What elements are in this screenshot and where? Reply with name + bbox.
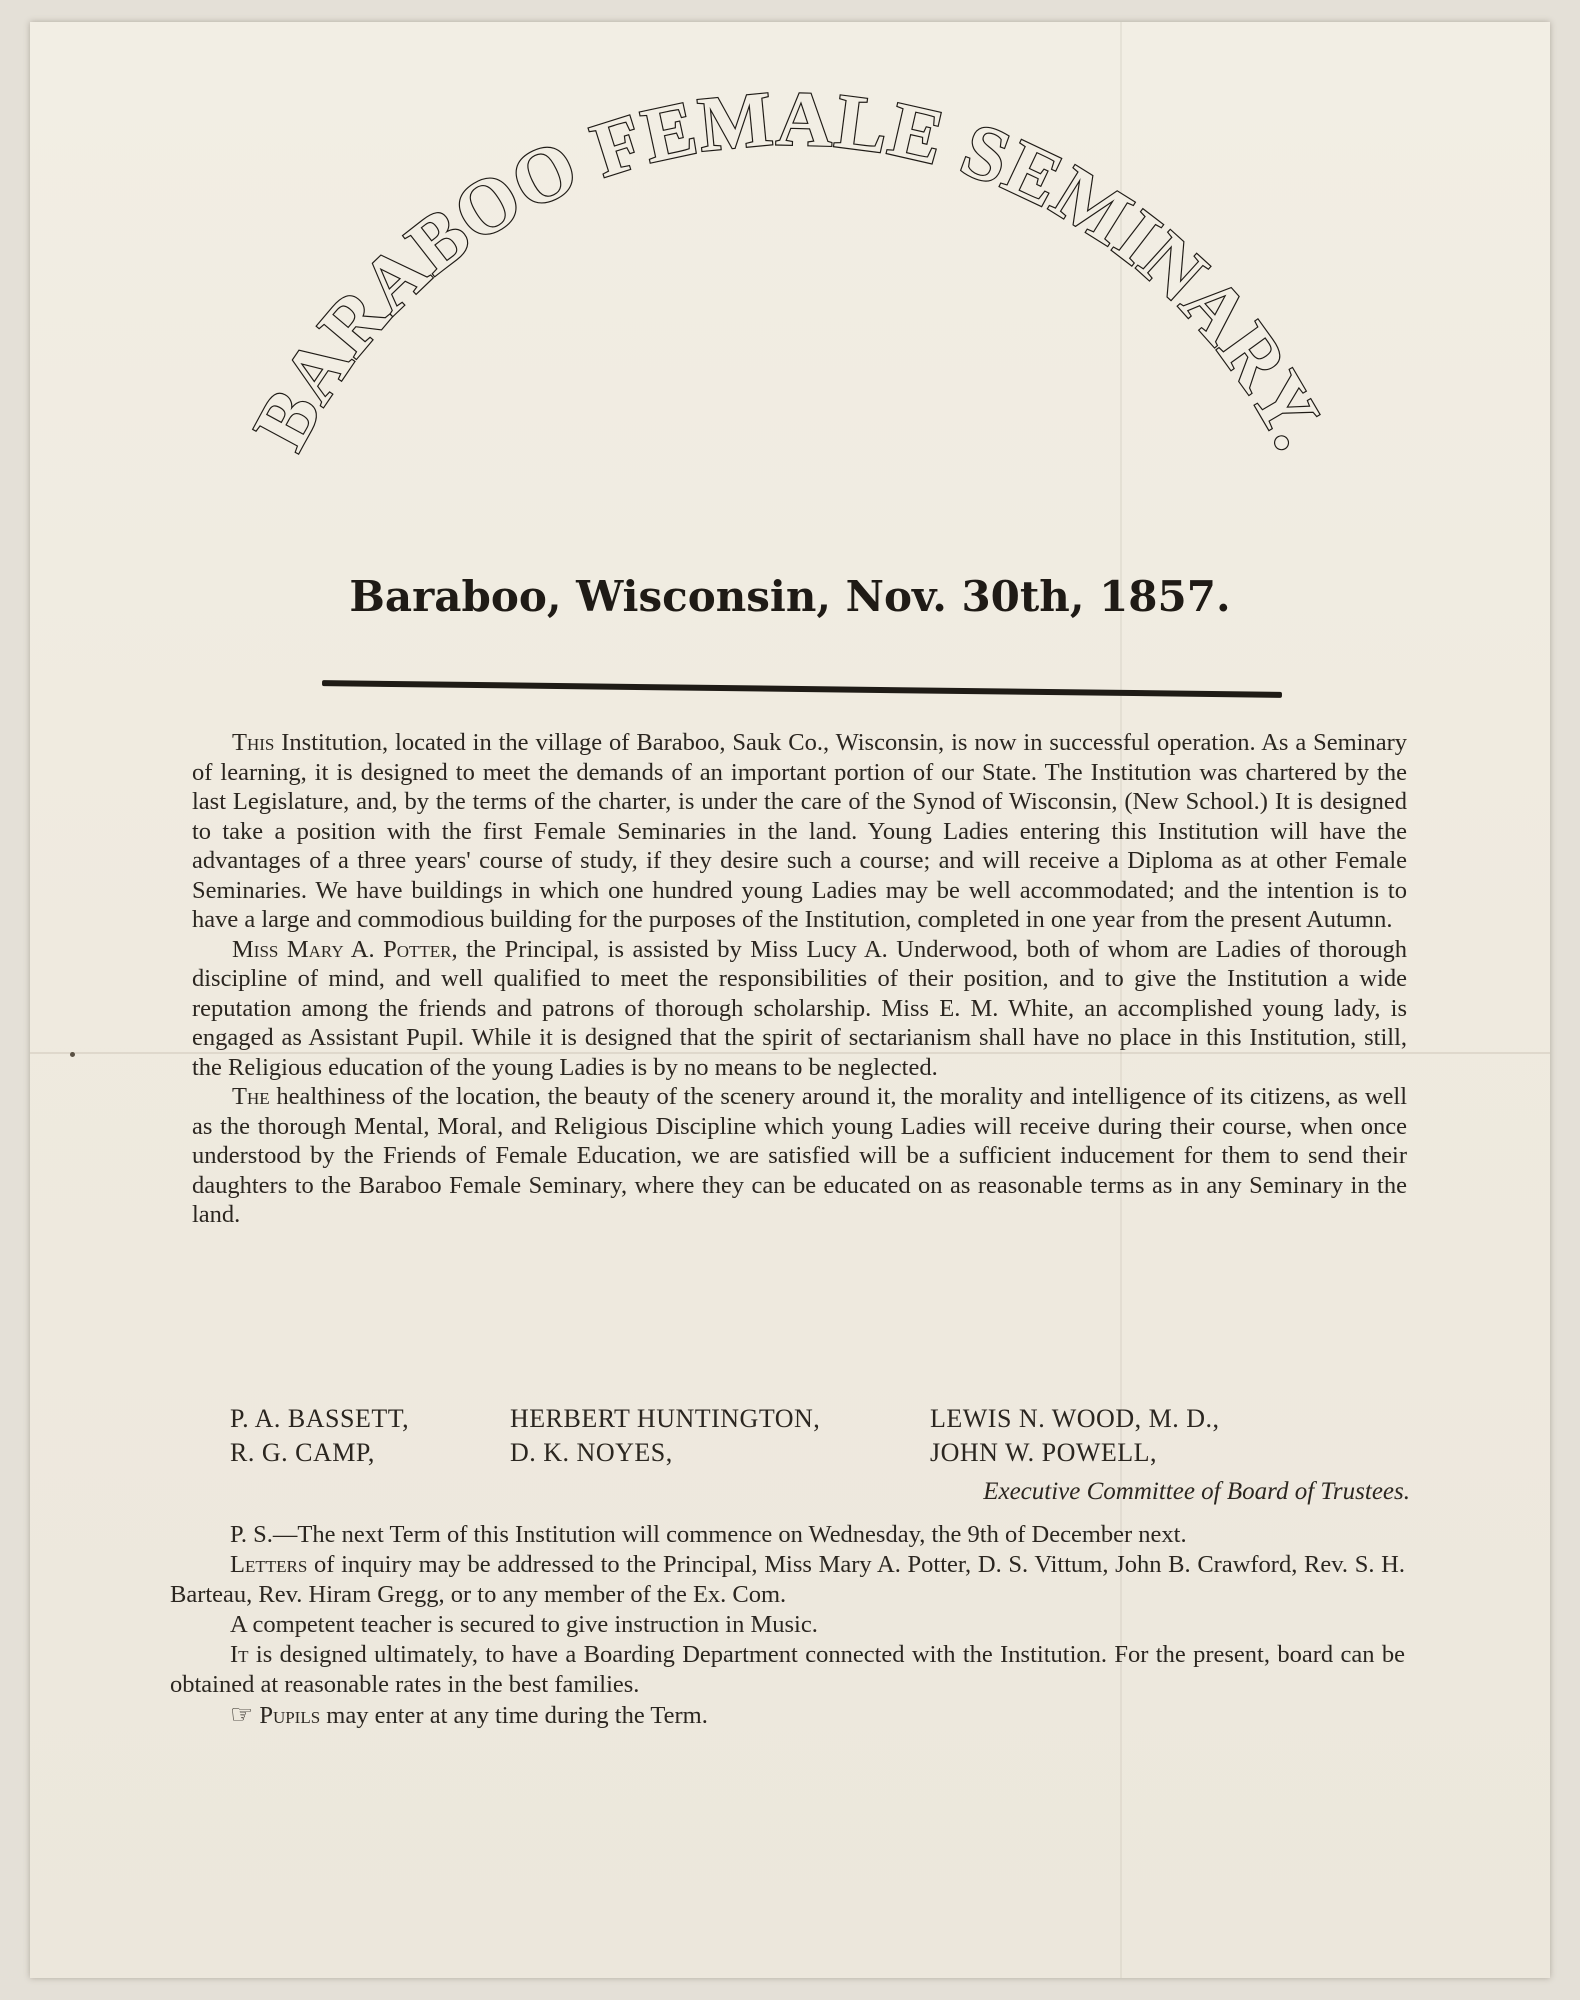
trustee-names	[230, 1402, 1380, 1470]
body-text	[192, 728, 1407, 1230]
lead-in: The	[232, 1083, 270, 1110]
ps-text: of inquiry may be addressed to the Principal, Miss Mary A. Potter, D. S. Vittum, John B. Crawford, Rev. S. H. Barteau, Rev. Hiram Gregg, or to any member of the Ex. Com.	[170, 1551, 1405, 1608]
paragraph-text: healthiness of the location, the beauty of the scenery around it, the morality and intelligence of its citizens, as well as the thorough Mental, Moral, and Religious Discipline which young Ladies will receive during their course, when once understood by the Friends of Female Education, we are satisfied will be a sufficient inducement for them to send their daughters to the Baraboo Female Seminary, where they can be educated on as reasonable terms as in any Seminary in the land.	[192, 1083, 1407, 1228]
lead-in: Pupils	[259, 1702, 321, 1729]
ps-text: P. S.—The next Term of this Institution will commence on Wednesday, the 9th of December next.	[230, 1521, 1187, 1548]
ps-text: may enter at any time during the Term.	[320, 1702, 708, 1729]
postscript	[170, 1520, 1405, 1731]
paragraph-text: Institution, located in the village of Baraboo, Sauk Co., Wisconsin, is now in successful operation. As a Seminary of learning, it is designed to meet the demands of an important portion of our State. The Institution was chartered by the last Legislature, and, by the terms of the charter, is under the care of the Synod of Wisconsin, (New School.) It is designed to take a position with the first Female Seminaries in the land. Young Ladies entering this Institution will have the advantages of a three years' course of study, if they desire such a course; and will receive a Diploma as at other Female Seminaries. We have buildings in which one hundred young Ladies may be well accommodated; and the intention is to have a large and commodious building for the purposes of the Institution, completed in one year from the present Autumn.	[192, 729, 1407, 933]
trustee-name: P. A. BASSETT,	[230, 1404, 410, 1433]
ps-line	[170, 1520, 1405, 1550]
dateline: Baraboo, Wisconsin, Nov. 30th, 1857.	[349, 572, 1231, 621]
paragraph-2	[192, 935, 1407, 1083]
pointing-hand-icon: ☞	[230, 1700, 254, 1729]
lead-in: Miss Mary A. Potter	[232, 935, 452, 963]
trustees-caption: Executive Committee of Board of Trustees.	[983, 1478, 1410, 1505]
ps-line	[170, 1610, 1405, 1640]
trustee-row	[230, 1402, 1380, 1436]
lead-in: It	[230, 1641, 249, 1668]
lead-in: This	[232, 729, 275, 756]
trustee-name: D. K. NOYES,	[510, 1438, 673, 1467]
trustee-name: HERBERT HUNTINGTON,	[510, 1404, 821, 1433]
ps-line	[170, 1700, 1405, 1731]
paragraph-text: , the Principal, is assisted by Miss Lucy A. Underwood, both of whom are Ladies of thorough discipline of mind, and well qualified to meet the responsibilities of their position, and to give the Institution a wide reputation among the friends and patrons of thorough scholarship. Miss E. M. White, an accomplished young lady, is engaged as Assistant Pupil. While it is designed that the spirit of sectarianism shall have no place in this Institution, still, the Religious education of the young Ladies is by no means to be neglected.	[192, 935, 1407, 1081]
paragraph-3	[192, 1082, 1407, 1230]
ps-text: A competent teacher is secured to give instruction in Music.	[230, 1611, 818, 1638]
ps-line	[170, 1640, 1405, 1700]
ink-blot	[70, 1052, 75, 1057]
paragraph-1	[192, 728, 1407, 935]
lead-in: Letters	[230, 1551, 308, 1578]
ps-line	[170, 1550, 1405, 1610]
title-text: BARABOO FEMALE SEMINARY.	[236, 74, 1345, 463]
trustee-row	[230, 1436, 1380, 1470]
ps-text: is designed ultimately, to have a Boarding Department connected with the Institution. For the present, board can be obtained at reasonable rates in the best families.	[170, 1641, 1405, 1698]
trustee-name: R. G. CAMP,	[230, 1438, 375, 1467]
trustee-name: JOHN W. POWELL,	[930, 1438, 1158, 1467]
trustee-name: LEWIS N. WOOD, M. D.,	[930, 1404, 1220, 1433]
